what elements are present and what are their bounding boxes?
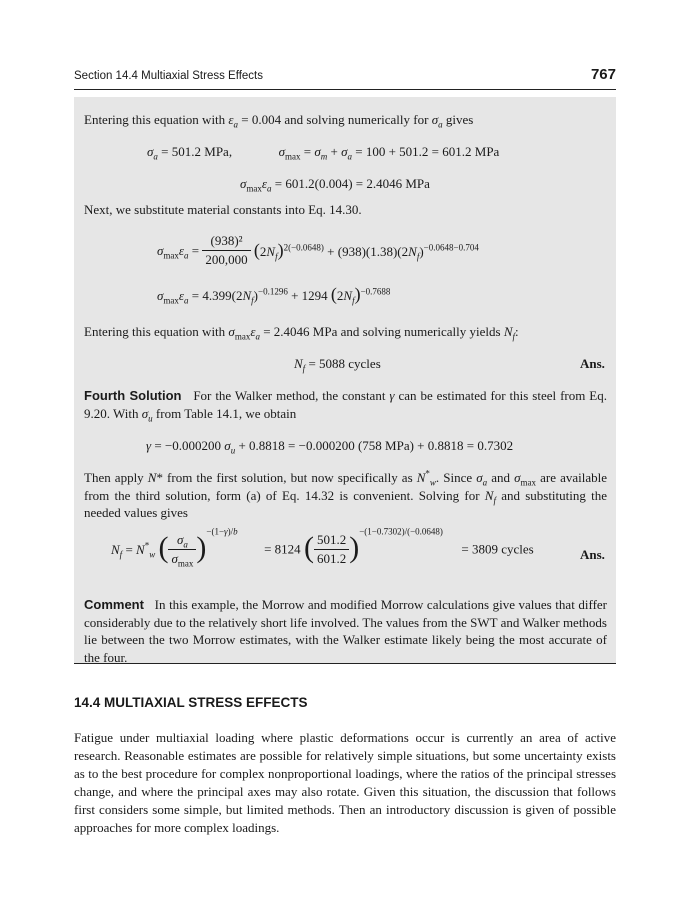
eq3-denominator: 200,000 [202, 250, 250, 269]
next-text: Next, we substitute material constants into Eq. 14.30. [84, 202, 362, 217]
eq7-num2: 501.2 [316, 532, 347, 547]
equation-product: $\sigma_{max}\varepsilon_a = 601.2(0.004) = 2.4046$ MPa [240, 176, 430, 194]
equation-sigma-a: $\sigma_a = 501.2$ MPa, $\sigma_{max} = \sigma_m + \sigma_a = 100 + 501.2 = 601.2$ MPa [147, 144, 500, 162]
eq7-den2: 601.2 [314, 549, 349, 568]
eq7-exponent-2: −(1−0.7302)/(−0.0648) [359, 526, 443, 537]
answer-mark-1: Ans. [580, 356, 605, 371]
equation-life-result: $N_f = 5088$ cycles [294, 356, 381, 374]
comment-label: Comment [84, 597, 144, 612]
section-paragraph: Fatigue under multiaxial loading where plastic deformations occur is currently an area of active research. Reasonable estimates are possible for relatively simple situations, but some uncertainty exists as to the best procedure for complex nonproportional loadings, where the ratios of the principal stresses change, and where the principal axes may also rotate. Given this situation, the discussion that follows first considers some simple, but limited methods. Then an introductory discussion is given of possible approaches for more complex loadings. [74, 730, 616, 835]
page-number: 767 [590, 66, 616, 83]
eq7-mid: = 8124 [264, 541, 301, 557]
answer-mark-2: Ans. [580, 547, 605, 562]
equation-material-constants: $\sigma_{max}\varepsilon_a$ = $\frac{\text{(938)²}}{200,000}$ $(2N_f)^{2(-0.0648)} + (938)(1.38)(2N_f)^{-0.0648-0.704}$ [157, 233, 479, 267]
eq7-exponent-1: −(1−γ)/b [206, 526, 238, 537]
header-rule [74, 89, 616, 90]
section-heading: 14.4 MULTIAXIAL STRESS EFFECTS [74, 695, 308, 710]
walker-paragraph: Then apply N* from the first solution, but now specifically as $N^*_w$. Since $\sigma_a$ and $\sigma_{max}$ are available from the third solution, form (a) of Eq. 14.32 is convenient. Solving for $N_f$ and substituting the needed values gives [84, 468, 607, 521]
eq7-result: = 3809 cycles [461, 541, 534, 557]
intro-text: Entering this equation with $\varepsilon_a = 0.004$ and solving numerically for $\sigma_a$ gives [84, 112, 474, 130]
fourth-solution-paragraph: Fourth Solution For the Walker method, the constant γ can be estimated for this steel from Eq. 9.20. With $\sigma_u$ from Table 14.1, we obtain [84, 388, 607, 424]
equation-walker-life: $N_f = N^*_w$ ( $\frac{\sigma_a}{\sigma_{max}}$ )$^{-(1-\gamma)/b}$ = 8124 ( $\frac{501.2}{601.2}$ )$^{-(1-0.7302)/(-0.0648)}$ = 3809 cycles [111, 526, 534, 569]
solve-text: Entering this equation with $\sigma_{max}\varepsilon_a = 2.4046$ MPa and solving numerically yields $N_f$: [84, 324, 519, 342]
section-running-title: Section 14.4 Multiaxial Stress Effects [74, 70, 263, 82]
equation-simplified: $\sigma_{max}\varepsilon_a = 4.399(2N_f)^{-0.1296} + 1294$ $(2N_f)^{-0.7688}$ [157, 284, 391, 306]
comment-text: In this example, the Morrow and modified Morrow calculations give values that differ considerably due to the relatively short life involved. The values from the SWT and Walker methods lie between the two Morrow estimates, with the Walker estimate likely being the most accurate of the four. [84, 597, 608, 665]
comment-paragraph [84, 596, 607, 666]
fourth-solution-label: Fourth Solution [84, 388, 182, 403]
running-header [74, 66, 616, 88]
eq3-numerator: (938)² [210, 233, 243, 248]
equation-gamma: γ = −0.000200 $\sigma_u + 0.8818 = -0.000200$ (758 MPa) + 0.8818 = 0.7302 [146, 438, 514, 456]
